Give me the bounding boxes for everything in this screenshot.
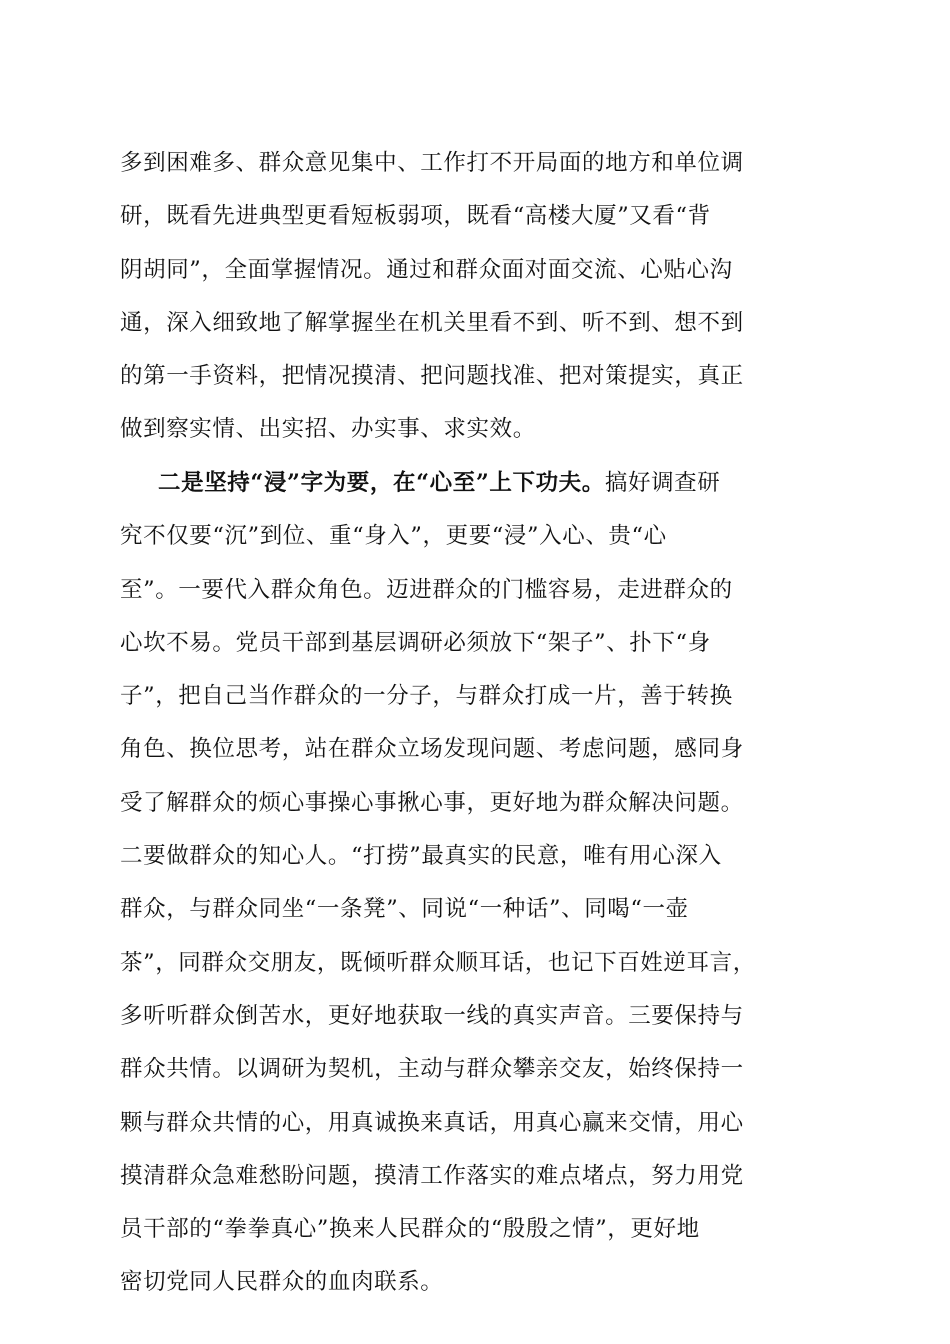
text-line: 员干部的“拳拳真心”换来人民群众的“殷殷之情”，更好地 xyxy=(120,1216,700,1243)
paragraph-first-line xyxy=(120,457,840,510)
text-line: 通，深入细致地了解掌握坐在机关里看不到、听不到、想不到 xyxy=(120,309,744,336)
text-line: 群众，与群众同坐“一条凳”、同说“一种话”、同喝“一壶 xyxy=(120,896,689,923)
first-line-rest: 搞好调查研 xyxy=(604,470,721,496)
text-line: 至”。一要代入群众角色。迈进群众的门槛容易，走进群众的 xyxy=(120,576,733,603)
text-line: 颗与群众共情的心，用真诚换来真话，用真心赢来交情，用心 xyxy=(120,1109,744,1136)
text-line: 密切党同人民群众的血肉联系。 xyxy=(120,1269,444,1296)
text-line: 的第一手资料，把情况摸清、把问题找准、把对策提实，真正 xyxy=(120,363,744,390)
text-line: 究不仅要“沉”到位、重“身入”，更要“浸”入心、贵“心 xyxy=(120,523,667,550)
paragraph-lead-sentence: 二是坚持“浸”字为要，在“心至”上下功夫。 xyxy=(158,470,605,496)
text-line: 多听听群众倒苦水，更好地获取一线的真实声音。三要保持与 xyxy=(120,1002,744,1029)
text-line: 群众共情。以调研为契机，主动与群众攀亲交友，始终保持一 xyxy=(120,1056,744,1083)
text-line: 研，既看先进典型更看短板弱项，既看“高楼大厦”又看“背 xyxy=(120,203,711,230)
paragraph-2 xyxy=(120,457,840,1310)
text-line: 阴胡同”，全面掌握情况。通过和群众面对面交流、心贴心沟 xyxy=(120,256,733,283)
text-line: 二要做群众的知心人。“打捞”最真实的民意，唯有用心深入 xyxy=(120,843,722,870)
text-line: 角色、换位思考，站在群众立场发现问题、考虑问题，感同身 xyxy=(120,736,744,763)
text-line: 茶”，同群众交朋友，既倾听群众顺耳话，也记下百姓逆耳言， xyxy=(120,949,756,976)
paragraph-1 xyxy=(120,137,840,457)
text-line: 多到困难多、群众意见集中、工作打不开局面的地方和单位调 xyxy=(120,150,744,176)
text-line: 子”，把自己当作群众的一分子，与群众打成一片，善于转换 xyxy=(120,683,733,710)
text-line: 做到察实情、出实招、办实事、求实效。 xyxy=(120,416,536,443)
text-line: 受了解群众的烦心事操心事揪心事，更好地为群众解决问题。 xyxy=(120,789,744,816)
text-line: 摸清群众急难愁盼问题，摸清工作落实的难点堵点，努力用党 xyxy=(120,1162,744,1189)
text-line: 心坎不易。党员干部到基层调研必须放下“架子”、扑下“身 xyxy=(120,629,711,656)
